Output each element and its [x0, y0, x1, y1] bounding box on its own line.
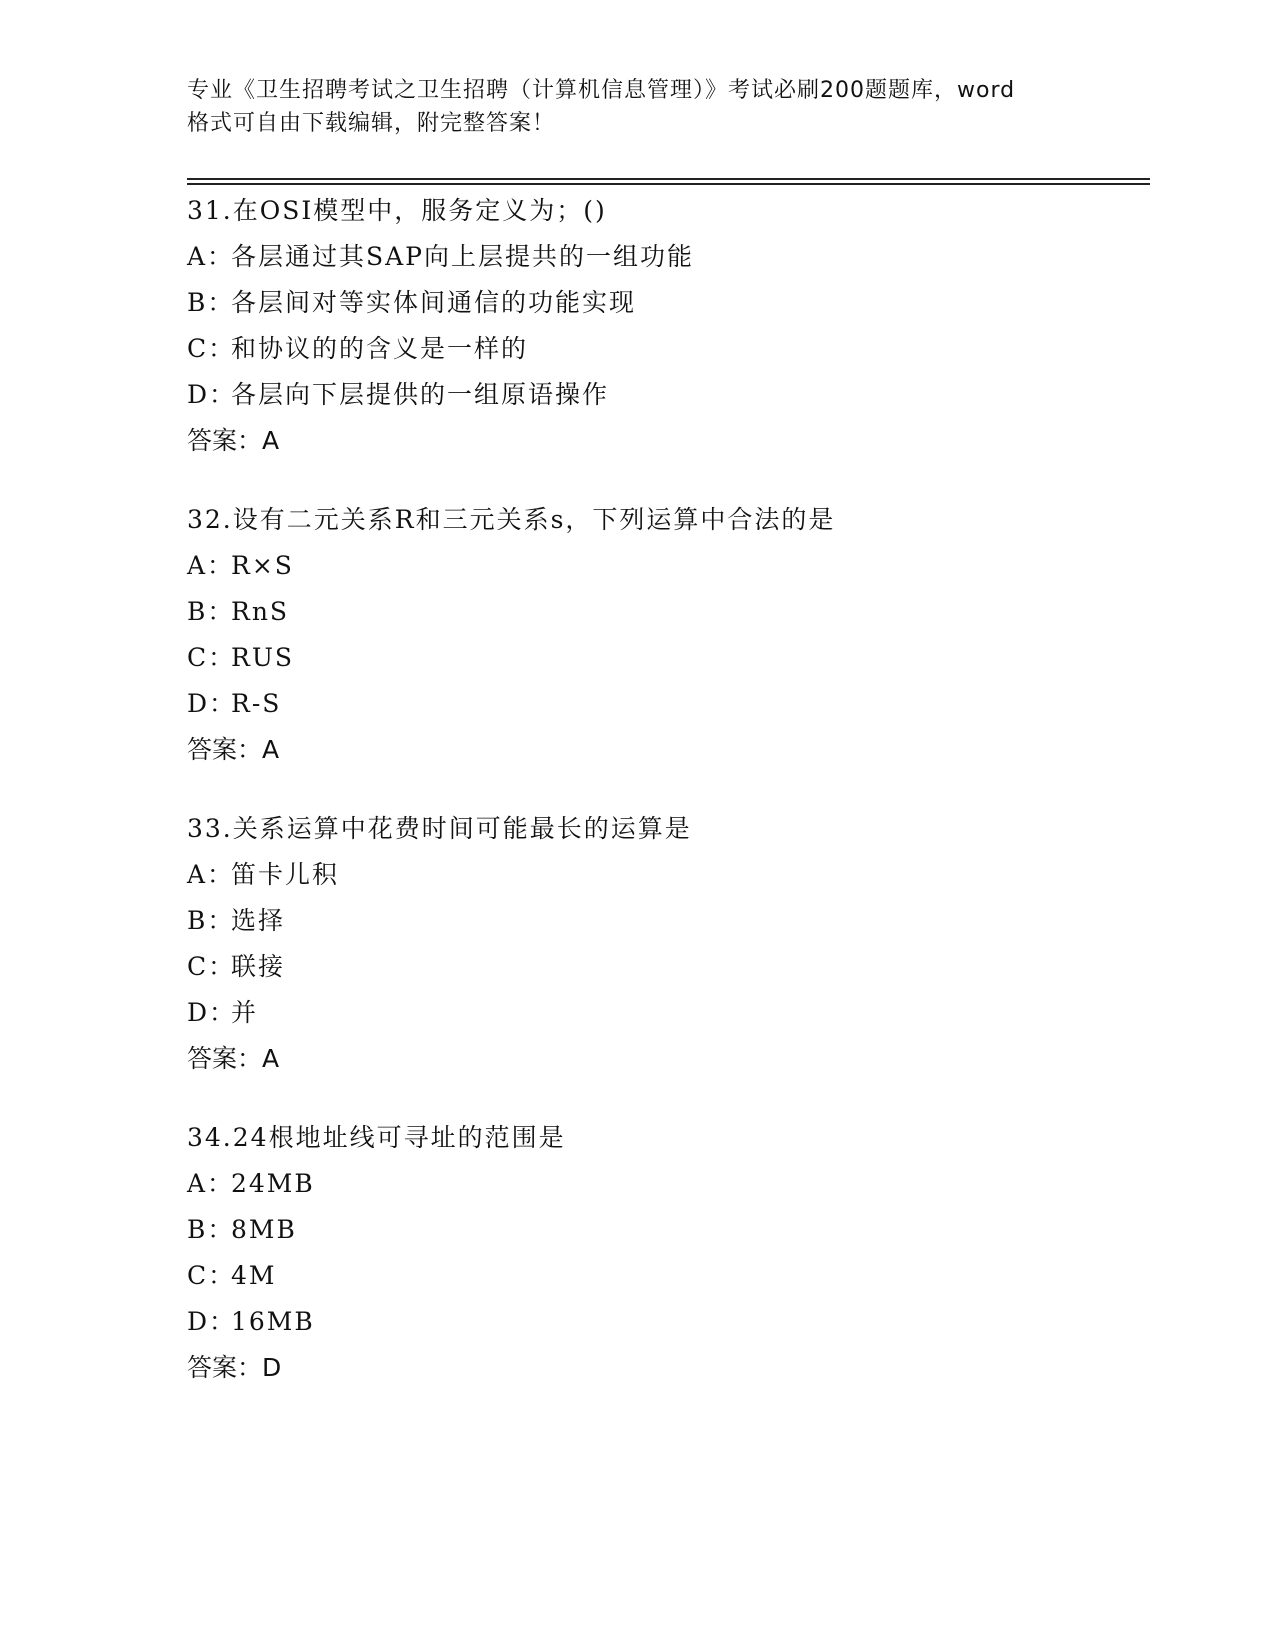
- option-label: D：: [187, 689, 237, 718]
- question-stem: 34.24根地址线可寻址的范围是: [187, 1123, 566, 1152]
- option-label: C：: [187, 952, 236, 981]
- option-d: [187, 990, 1147, 1036]
- option-text: 并: [231, 998, 259, 1027]
- option-a: [187, 234, 1147, 280]
- option-c: [187, 944, 1147, 990]
- option-text: 联接: [231, 952, 286, 981]
- answer-line: 答案：A: [187, 426, 280, 455]
- option-a: [187, 852, 1147, 898]
- option-label: B：: [187, 288, 235, 317]
- option-text: 各层向下层提供的一组原语操作: [231, 380, 610, 409]
- option-label: C：: [187, 1261, 236, 1290]
- option-label: B：: [187, 597, 235, 626]
- option-text: 各层通过其SAP向上层提共的一组功能: [231, 242, 695, 271]
- option-b: [187, 280, 1147, 326]
- option-label: A：: [187, 242, 235, 271]
- option-text: 8MB: [231, 1215, 297, 1244]
- option-label: D：: [187, 1307, 237, 1336]
- option-label: A：: [187, 551, 235, 580]
- option-text: 16MB: [231, 1307, 315, 1336]
- option-text: 4M: [231, 1261, 277, 1290]
- option-text: 和协议的的含义是一样的: [231, 334, 529, 363]
- option-label: C：: [187, 334, 236, 363]
- option-label: D：: [187, 998, 237, 1027]
- option-label: A：: [187, 1169, 235, 1198]
- option-b: [187, 589, 1147, 635]
- option-label: B：: [187, 906, 235, 935]
- option-text: R-S: [231, 689, 282, 718]
- option-label: B：: [187, 1215, 235, 1244]
- option-text: 24MB: [231, 1169, 315, 1198]
- option-c: [187, 635, 1147, 681]
- document-header: [187, 74, 1087, 140]
- option-text: 各层间对等实体间通信的功能实现: [231, 288, 637, 317]
- question-stem: 32.设有二元关系R和三元关系s，下列运算中合法的是: [187, 505, 836, 534]
- option-text: RUS: [231, 643, 295, 672]
- option-c: [187, 1253, 1147, 1299]
- header-line-2: 格式可自由下载编辑，附完整答案！: [187, 111, 556, 136]
- question-item: [187, 806, 1147, 1082]
- header-divider-top: [187, 178, 1150, 180]
- question-stem: 33.关系运算中花费时间可能最长的运算是: [187, 814, 692, 843]
- question-item: [187, 1115, 1147, 1391]
- option-c: [187, 326, 1147, 372]
- option-label: C：: [187, 643, 236, 672]
- option-b: [187, 898, 1147, 944]
- option-label: D：: [187, 380, 237, 409]
- answer-line: 答案：D: [187, 1353, 282, 1382]
- option-a: [187, 1161, 1147, 1207]
- option-label: A：: [187, 860, 235, 889]
- option-b: [187, 1207, 1147, 1253]
- question-stem: 31.在OSI模型中，服务定义为；(): [187, 196, 607, 225]
- option-text: 笛卡儿积: [231, 860, 340, 889]
- question-list: [187, 188, 1147, 1424]
- option-text: R×S: [231, 551, 294, 580]
- question-item: [187, 188, 1147, 464]
- header-divider-bottom: [187, 183, 1150, 185]
- question-item: [187, 497, 1147, 773]
- option-d: [187, 1299, 1147, 1345]
- option-d: [187, 372, 1147, 418]
- option-text: 选择: [231, 906, 286, 935]
- option-a: [187, 543, 1147, 589]
- answer-line: 答案：A: [187, 735, 280, 764]
- header-line-1: 专业《卫生招聘考试之卫生招聘（计算机信息管理）》考试必刷200题题库，word: [187, 78, 1016, 103]
- option-d: [187, 681, 1147, 727]
- option-text: RnS: [231, 597, 290, 626]
- answer-line: 答案：A: [187, 1044, 280, 1073]
